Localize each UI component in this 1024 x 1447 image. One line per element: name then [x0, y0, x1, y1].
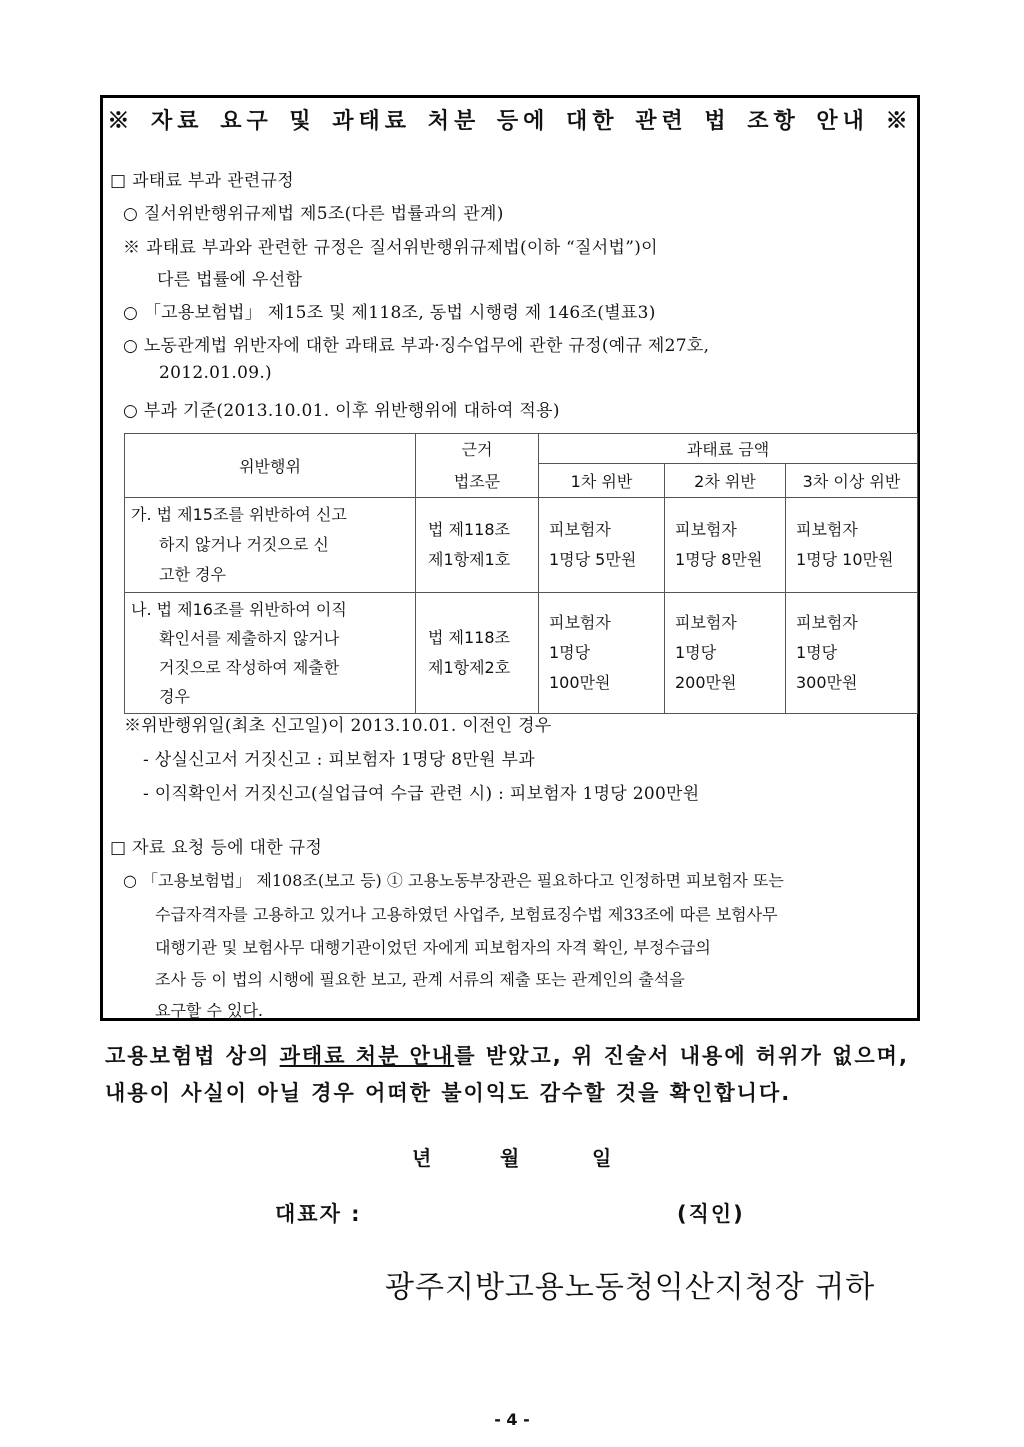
section2-line: ○ 「고용보험법」 제108조(보고 등) ① 고용노동부장관은 필요하다고 인정하면 피보험자 또는 [123, 871, 784, 890]
amount-line: 200만원 [675, 673, 737, 692]
amount-line: 1명당 [549, 643, 591, 662]
first-violation-cell [539, 498, 665, 593]
amount-line: 피보험자 [549, 520, 611, 539]
second-violation-cell [665, 593, 786, 714]
section2-line: 요구할 수 있다. [155, 1001, 263, 1020]
violation-line: 경우 [159, 687, 190, 706]
confirmation-line-1 [105, 1040, 909, 1070]
section2-line: 대행기관 및 보험사무 대행기관이었던 자에게 피보험자의 자격 확인, 부정수급의 [155, 938, 711, 957]
basis-line: 제1항제1호 [428, 550, 511, 569]
confirmation-underlined: 과태료 처분 안내 [279, 1044, 455, 1068]
second-violation-cell [665, 498, 786, 593]
header-second: 2차 위반 [665, 464, 786, 498]
note-line: ※위반행위일(최초 신고일)이 2013.10.01. 이전인 경우 [124, 716, 552, 736]
violation-line: 거짓으로 작성하여 제출한 [159, 658, 340, 677]
section1-item: ○ 노동관계법 위반자에 대한 과태료 부과·징수업무에 관한 규정(예규 제27호, [123, 336, 710, 356]
date-row [0, 1142, 1024, 1172]
amount-line: 피보험자 [675, 613, 737, 632]
representative-label: 대표자 : [275, 1202, 362, 1226]
header-violation: 위반행위 [125, 434, 416, 498]
section1-item: ○ 「고용보험법」 제15조 및 제118조, 동법 시행령 제 146조(별표3) [123, 303, 656, 323]
box-title: ※ 자료 요구 및 과태료 처분 등에 대한 관련 법 조항 안내 ※ [107, 108, 913, 134]
section1-item: 다른 법률에 우선함 [157, 270, 303, 290]
basis-line: 제1항제2호 [428, 658, 511, 677]
header-basis-1: 근거 [416, 434, 539, 464]
date-year: 년 [412, 1146, 432, 1170]
basis-cell [416, 593, 539, 714]
table-row [125, 498, 918, 593]
violation-line: 고한 경우 [159, 565, 226, 584]
amount-line: 피보험자 [796, 520, 858, 539]
date-month: 월 [500, 1146, 520, 1170]
section2-line: 수급자격자를 고용하고 있거나 고용하였던 사업주, 보험료징수법 제33조에 따른 보험사무 [155, 905, 778, 924]
note-line: - 이직확인서 거짓신고(실업급여 수급 관련 시) : 피보험자 1명당 200만원 [143, 784, 700, 804]
violation-cell [125, 498, 416, 593]
amount-line: 피보험자 [675, 520, 737, 539]
header-first: 1차 위반 [539, 464, 665, 498]
section1-item: ○ 질서위반행위규제법 제5조(다른 법률과의 관계) [123, 204, 504, 224]
third-violation-cell [786, 593, 918, 714]
first-violation-cell [539, 593, 665, 714]
legal-provisions-box [100, 95, 920, 1021]
section1-item: ※ 과태료 부과와 관련한 규정은 질서위반행위규제법(이하 “질서법”)이 [123, 238, 658, 258]
violation-line: 확인서를 제출하지 않거나 [159, 629, 340, 648]
page-number: - 4 - [494, 1410, 530, 1429]
third-violation-cell [786, 498, 918, 593]
section1-item: ○ 부과 기준(2013.10.01. 이후 위반행위에 대하여 적용) [123, 401, 560, 421]
basis-line: 법 제118조 [428, 628, 510, 647]
violation-line: 가. 법 제15조를 위반하여 신고 [131, 505, 347, 524]
violation-line: 나. 법 제16조를 위반하여 이직 [131, 600, 347, 619]
header-amount: 과태료 금액 [539, 434, 918, 464]
amount-line: 1명당 [796, 643, 838, 662]
amount-line: 피보험자 [549, 613, 611, 632]
confirmation-suffix: 를 받았고, 위 진술서 내용에 허위가 없으며, [454, 1044, 909, 1068]
amount-line: 1명당 8만원 [675, 550, 763, 569]
confirmation-line-2: 내용이 사실이 아닐 경우 어떠한 불이익도 감수할 것을 확인합니다. [105, 1081, 792, 1105]
amount-line: 1명당 [675, 643, 717, 662]
table-row [125, 593, 918, 714]
basis-line: 법 제118조 [428, 520, 510, 539]
section2-heading: □ 자료 요청 등에 대한 규정 [110, 838, 323, 858]
seal-label: (직인) [677, 1202, 745, 1226]
amount-line: 300만원 [796, 673, 858, 692]
section2-line: 조사 등 이 법의 시행에 필요한 보고, 관계 서류의 제출 또는 관계인의 출석을 [155, 970, 685, 989]
section1-heading: □ 과태료 부과 관련규정 [110, 171, 294, 191]
amount-line: 100만원 [549, 673, 611, 692]
amount-line: 1명당 5만원 [549, 550, 637, 569]
violation-line: 하지 않거나 거짓으로 신 [159, 535, 329, 554]
header-third: 3차 이상 위반 [786, 464, 918, 498]
header-basis-2: 법조문 [416, 464, 539, 498]
amount-line: 1명당 10만원 [796, 550, 894, 569]
confirmation-prefix: 고용보험법 상의 [105, 1044, 280, 1068]
addressee: 광주지방고용노동청익산지청장 귀하 [385, 1270, 876, 1305]
section1-item: 2012.01.09.) [159, 363, 272, 383]
fine-schedule-table [124, 433, 918, 714]
amount-line: 피보험자 [796, 613, 858, 632]
note-line: - 상실신고서 거짓신고 : 피보험자 1명당 8만원 부과 [143, 750, 535, 770]
date-day: 일 [592, 1146, 612, 1170]
violation-cell [125, 593, 416, 714]
basis-cell [416, 498, 539, 593]
